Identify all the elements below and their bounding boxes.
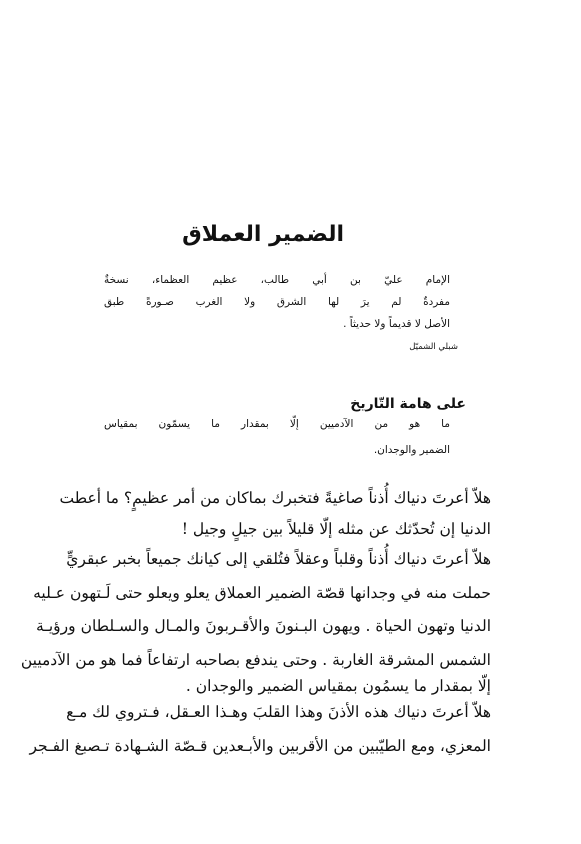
body-line: هلاّ أعرتَ دنياك أُذناً صاغيةً فتخبرك بماكان من أمر عظيمٍ؟ ما أعطت — [59, 489, 491, 507]
body-line: هلاّ أعرتَ دنياك هذه الأذنَ وهذا القلبَ وهـذا العـقل، فـتروي لك مـع — [66, 703, 491, 721]
body-line: حملت منه في وجدانها قصّة الضمير العملاق يعلو ويعلو حتى لَـتهون عـليه — [33, 584, 491, 602]
section-quote-line: الضمير والوجدان. — [373, 444, 450, 456]
body-line: الدنيا إن تُحدّثك عن مثله إلّا قليلاً بين جيلٍ وجيل ! — [181, 520, 491, 538]
body-line: هلاّ أعرتَ دنياك أُذناً وقلباً وعقلاً فتُلقي إلى كيانك جميعاً بخبر عبقريٍّ — [66, 550, 491, 568]
epigraph-line: مفردةٌ لم يرَ لها الشرق ولا الغرب صـورةً طبق — [104, 296, 450, 308]
epigraph-line: الإمام عليّ بن أبي طالب، عظيم العظماء، نسخةٌ — [104, 274, 450, 286]
chapter-title: الضمير العملاق — [182, 222, 344, 247]
section-quote-line: ما هو من الآدميين إلّا بمقدار ما يسمّون بمقياس — [104, 418, 450, 430]
epigraph-line: الأصل لا قديماً ولا حديثاً . — [343, 318, 450, 330]
body-line: المعزي، ومع الطيّبين من الأقربين والأبـعدين قـصّة الشـهادة تـصبغ الفـجر — [29, 737, 491, 755]
body-line: الشمس المشرقة الغاربة . وحتى يندفع بصاحبه ارتفاعاً فما هو من الآدميين — [20, 651, 491, 669]
section-heading: على هامة التّاريخ — [350, 396, 466, 412]
epigraph-author: شبلي الشميّل — [409, 342, 458, 352]
body-line: إلّا بمقدار ما يسمُون بمقياس الضمير والوجدان . — [185, 677, 491, 695]
body-line: الدنيا وتهون الحياة . ويهون البـنونَ والأقـربونَ والمـال والسـلطان ورؤيـة — [36, 617, 491, 635]
